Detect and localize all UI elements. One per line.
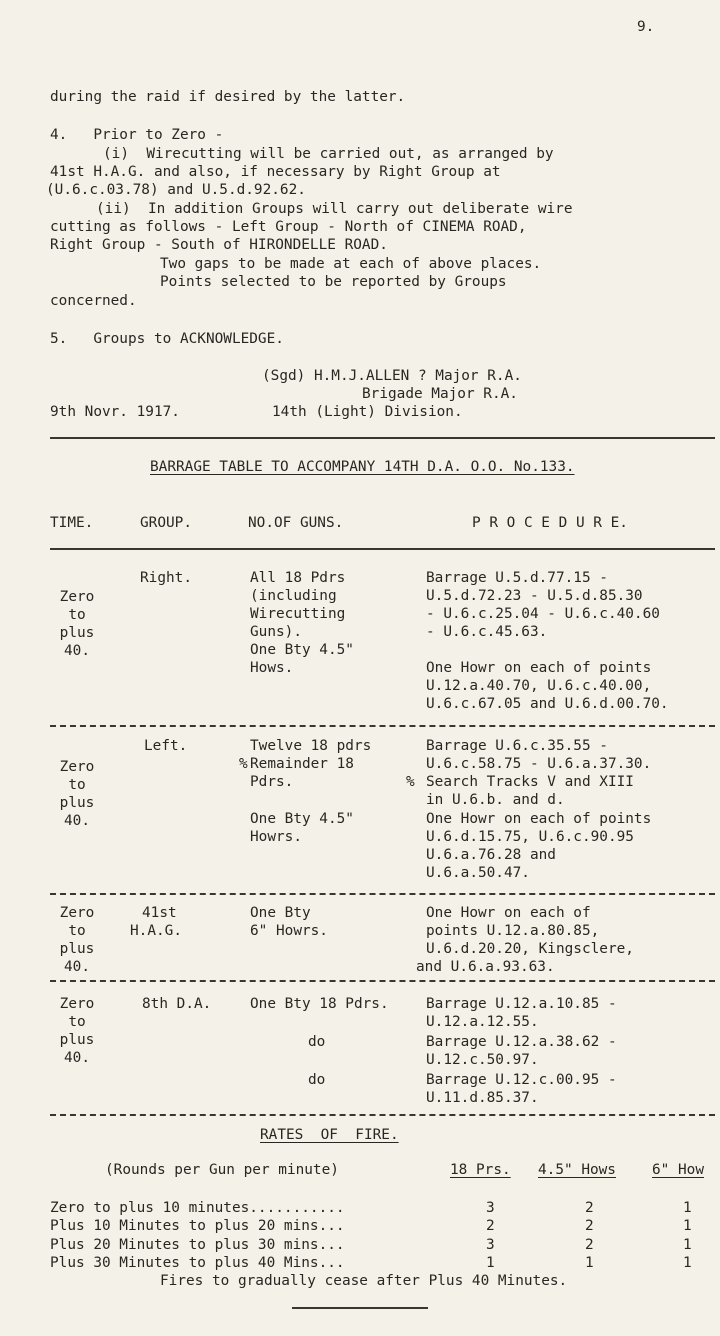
header-procedure: P R O C E D U R E. xyxy=(472,515,628,531)
para4-line: 41st H.A.G. and also, if necessary by Right Group at xyxy=(50,164,501,180)
divider-line xyxy=(50,548,715,550)
row-procedure: points U.12.a.80.85, xyxy=(426,923,600,939)
rates-col-6-how: 6" How xyxy=(652,1162,704,1178)
signature-division: 14th (Light) Division. xyxy=(272,404,463,420)
row-divider xyxy=(50,980,715,982)
row-time: to xyxy=(68,777,86,793)
barrage-table-title: BARRAGE TABLE TO ACCOMPANY 14TH D.A. O.O. No.133. xyxy=(150,459,575,475)
header-guns: NO.OF GUNS. xyxy=(248,515,344,531)
row-time: 40. xyxy=(64,643,90,659)
row-time: to xyxy=(68,607,86,623)
row-group: 41st xyxy=(142,905,177,921)
rate-value: 2 xyxy=(585,1218,594,1234)
row-guns: Guns). xyxy=(250,624,302,640)
row-guns: Twelve 18 pdrs xyxy=(250,738,372,754)
rate-value: 2 xyxy=(585,1200,594,1216)
row-time: to xyxy=(68,1014,86,1030)
rates-col-18pdr: 18 Prs. xyxy=(450,1162,511,1178)
row-group: Left. xyxy=(144,738,188,754)
rate-value: 1 xyxy=(585,1255,594,1271)
row-time: plus xyxy=(59,1032,95,1048)
para4-line: (i) Wirecutting will be carried out, as arranged by xyxy=(103,146,554,162)
row-time: Zero xyxy=(59,905,95,921)
rates-caption: (Rounds per Gun per minute) xyxy=(105,1162,339,1178)
signature-line: (Sgd) H.M.J.ALLEN ? Major R.A. xyxy=(262,368,522,384)
row-procedure: U.12.a.12.55. xyxy=(426,1014,539,1030)
para4-heading: 4. Prior to Zero - xyxy=(50,127,224,143)
row-guns: All 18 Pdrs xyxy=(250,570,346,586)
intro-continuation: during the raid if desired by the latter. xyxy=(50,89,406,105)
page-number: 9. xyxy=(637,19,655,35)
para4-line: (U.6.c.03.78) and U.5.d.92.62. xyxy=(46,182,306,198)
row-procedure: - U.6.c.45.63. xyxy=(426,624,548,640)
row-time: 40. xyxy=(64,959,90,975)
annotation-mark: % xyxy=(239,756,248,772)
row-procedure: U.12.a.40.70, U.6.c.40.00, xyxy=(426,678,652,694)
row-guns: Howrs. xyxy=(250,829,302,845)
row-procedure: Barrage U.12.a.38.62 - xyxy=(426,1034,617,1050)
rate-label: Zero to plus 10 minutes........... xyxy=(50,1200,345,1216)
row-guns: Remainder 18 xyxy=(250,756,354,772)
row-procedure: - U.6.c.25.04 - U.6.c.40.60 xyxy=(426,606,660,622)
row-procedure: Barrage U.5.d.77.15 - xyxy=(426,570,608,586)
row-time: to xyxy=(68,923,86,939)
annotation-mark: % xyxy=(406,774,415,790)
para4-line: Two gaps to be made at each of above places. xyxy=(160,256,542,272)
rates-footer: Fires to gradually cease after Plus 40 Minutes. xyxy=(160,1273,568,1289)
rate-value: 2 xyxy=(585,1237,594,1253)
para4-line: concerned. xyxy=(50,293,137,309)
rate-label: Plus 30 Minutes to plus 40 Mins... xyxy=(50,1255,345,1271)
header-time: TIME. xyxy=(50,515,94,531)
row-guns: Wirecutting xyxy=(250,606,346,622)
row-procedure: Search Tracks V and XIII xyxy=(426,774,634,790)
signature-title: Brigade Major R.A. xyxy=(362,386,518,402)
paragraph-5: 5. Groups to ACKNOWLEDGE. xyxy=(50,331,284,347)
row-procedure: U.12.c.50.97. xyxy=(426,1052,539,1068)
para4-line: (ii) In addition Groups will carry out deliberate wire xyxy=(96,201,573,217)
rates-title: RATES OF FIRE. xyxy=(260,1127,399,1143)
row-group: 8th D.A. xyxy=(142,996,212,1012)
row-divider xyxy=(50,1114,715,1116)
row-time: Zero xyxy=(59,759,95,775)
rates-col-4-5-how: 4.5" Hows xyxy=(538,1162,616,1178)
row-procedure: U.6.d.20.20, Kingsclere, xyxy=(426,941,634,957)
header-group: GROUP. xyxy=(140,515,192,531)
row-guns: do xyxy=(308,1034,326,1050)
row-guns: Hows. xyxy=(250,660,294,676)
row-time: plus xyxy=(59,795,95,811)
row-time: 40. xyxy=(64,813,90,829)
rate-value: 1 xyxy=(486,1255,495,1271)
para4-line: cutting as follows - Left Group - North of CINEMA ROAD, xyxy=(50,219,527,235)
row-group: Right. xyxy=(140,570,192,586)
rate-value: 1 xyxy=(683,1200,692,1216)
row-time: plus xyxy=(59,625,95,641)
row-time: plus xyxy=(59,941,95,957)
rate-value: 1 xyxy=(683,1255,692,1271)
rate-value: 1 xyxy=(683,1218,692,1234)
row-procedure: U.5.d.72.23 - U.5.d.85.30 xyxy=(426,588,643,604)
rate-value: 2 xyxy=(486,1218,495,1234)
row-procedure: One Howr on each of points xyxy=(426,811,652,827)
rate-label: Plus 10 Minutes to plus 20 mins... xyxy=(50,1218,345,1234)
row-group: H.A.G. xyxy=(130,923,182,939)
row-time: 40. xyxy=(64,1050,90,1066)
row-procedure: U.6.d.15.75, U.6.c.90.95 xyxy=(426,829,634,845)
row-procedure: U.6.a.76.28 and xyxy=(426,847,556,863)
row-procedure: Barrage U.12.a.10.85 - xyxy=(426,996,617,1012)
row-guns: 6" Howrs. xyxy=(250,923,328,939)
row-time: Zero xyxy=(59,589,95,605)
rate-label: Plus 20 Minutes to plus 30 mins... xyxy=(50,1237,345,1253)
para4-line: Right Group - South of HIRONDELLE ROAD. xyxy=(50,237,388,253)
row-procedure: Barrage U.12.c.00.95 - xyxy=(426,1072,617,1088)
row-guns: Pdrs. xyxy=(250,774,294,790)
row-guns: One Bty 18 Pdrs. xyxy=(250,996,389,1012)
row-guns: do xyxy=(308,1072,326,1088)
para4-line: Points selected to be reported by Groups xyxy=(160,274,507,290)
row-divider xyxy=(50,893,715,895)
row-procedure: One Howr on each of points xyxy=(426,660,652,676)
row-procedure: U.11.d.85.37. xyxy=(426,1090,539,1106)
row-procedure: One Howr on each of xyxy=(426,905,591,921)
rate-value: 3 xyxy=(486,1237,495,1253)
row-guns: One Bty 4.5" xyxy=(250,642,354,658)
row-procedure: U.6.c.67.05 and U.6.d.00.70. xyxy=(426,696,669,712)
row-guns: One Bty xyxy=(250,905,311,921)
row-procedure: U.6.a.50.47. xyxy=(426,865,530,881)
row-guns: (including xyxy=(250,588,337,604)
row-guns: One Bty 4.5" xyxy=(250,811,354,827)
signature-date: 9th Novr. 1917. xyxy=(50,404,180,420)
rate-value: 3 xyxy=(486,1200,495,1216)
row-procedure: U.6.c.58.75 - U.6.a.37.30. xyxy=(426,756,652,772)
closing-rule xyxy=(292,1307,428,1309)
row-divider xyxy=(50,725,715,727)
row-time: Zero xyxy=(59,996,95,1012)
rate-value: 1 xyxy=(683,1237,692,1253)
row-procedure: in U.6.b. and d. xyxy=(426,792,565,808)
divider-line xyxy=(50,437,715,439)
row-procedure: Barrage U.6.c.35.55 - xyxy=(426,738,608,754)
row-procedure: and U.6.a.93.63. xyxy=(416,959,555,975)
